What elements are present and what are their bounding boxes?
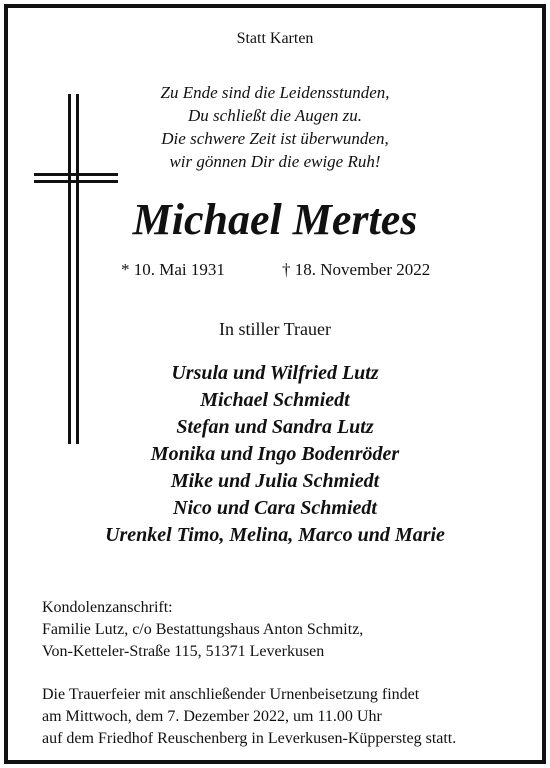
poem-line: Zu Ende sind die Leidensstunden, — [160, 83, 390, 102]
mourner: Urenkel Timo, Melina, Marco und Marie — [105, 524, 445, 546]
poem-line: wir gönnen Dir die ewige Ruh! — [169, 152, 381, 171]
address-line: Familie Lutz, c/o Bestattungshaus Anton Schmitz, — [42, 621, 364, 638]
ceremony-line: Die Trauerfeier mit anschließender Urnenbeisetzung findet — [42, 686, 420, 703]
mourner: Monika und Ingo Bodenröder — [150, 443, 400, 465]
birth-date: * 10. Mai 1931 — [121, 260, 225, 279]
ceremony-line: am Mittwoch, dem 7. Dezember 2022, um 11.00 Uhr — [42, 708, 382, 725]
cross-horizontal-bar — [34, 180, 118, 183]
cross-horizontal-bar — [34, 173, 118, 176]
mourner: Mike und Julia Schmiedt — [170, 470, 380, 492]
mourners-list — [8, 360, 542, 549]
obituary-frame — [4, 4, 546, 764]
ceremony-info — [42, 684, 456, 750]
header-text: Statt Karten — [236, 30, 314, 47]
mourning-phrase: In stiller Trauer — [219, 319, 331, 339]
address-line: Kondolenzanschrift: — [42, 599, 173, 616]
mourner: Ursula und Wilfried Lutz — [171, 362, 379, 384]
death-date: † 18. November 2022 — [282, 260, 431, 279]
mourner: Michael Schmiedt — [200, 389, 350, 411]
deceased-name: Michael Mertes — [132, 195, 418, 244]
mourner: Nico und Cara Schmiedt — [173, 497, 377, 519]
condolence-address — [42, 597, 363, 663]
ceremony-line: auf dem Friedhof Reuschenberg in Leverkusen-Küppersteg statt. — [42, 730, 457, 747]
address-line: Von-Ketteler-Straße 115, 51371 Leverkusen — [42, 643, 325, 660]
poem-line: Du schließt die Augen zu. — [188, 106, 362, 125]
mourner: Stefan und Sandra Lutz — [176, 416, 374, 438]
poem-line: Die schwere Zeit ist überwunden, — [161, 129, 389, 148]
